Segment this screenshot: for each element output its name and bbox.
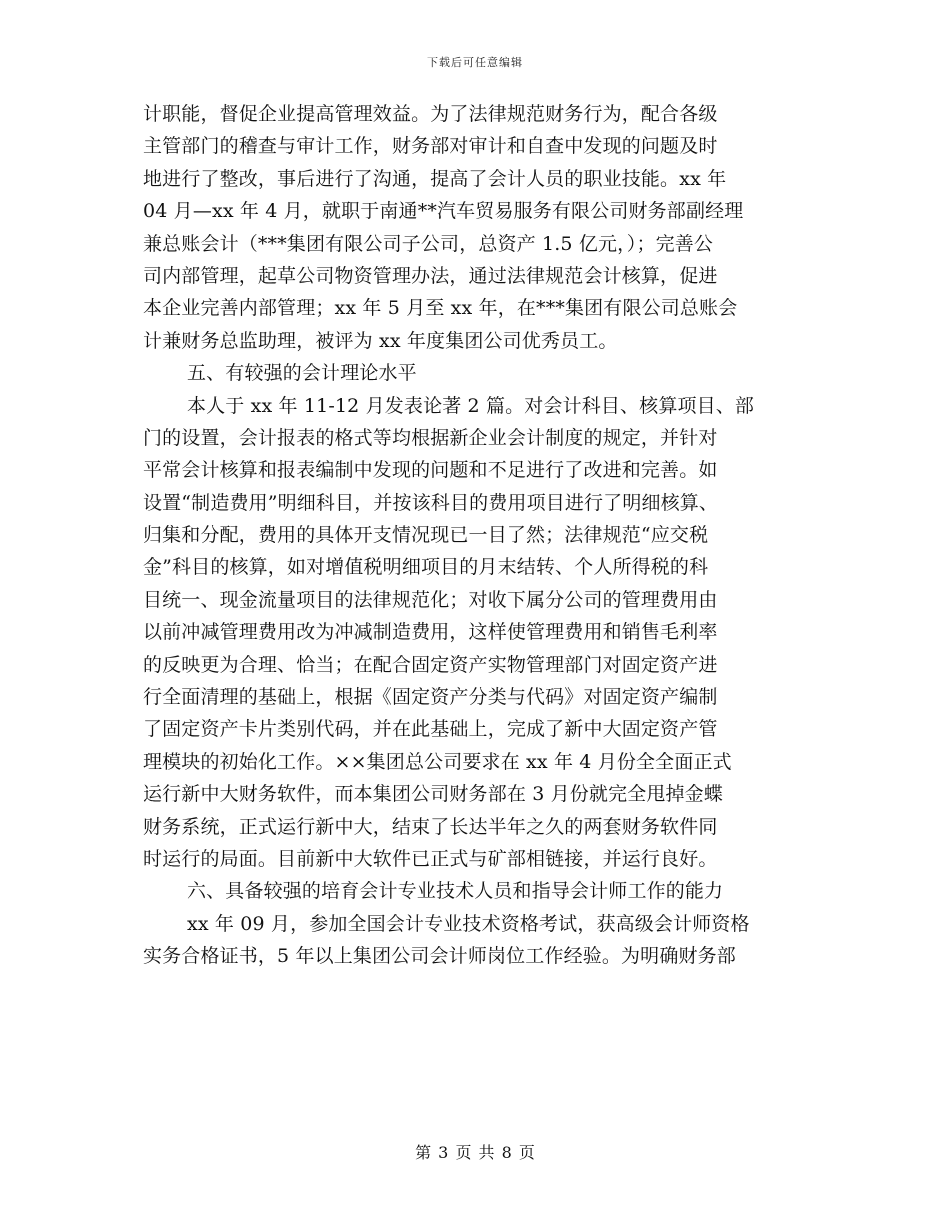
text-line: 的反映更为合理、恰当；在配合固定资产实物管理部门对固定资产进 xyxy=(143,653,718,676)
text-line: xx 年 09 月，参加全国会计专业技术资格考试，获高级会计师资格 xyxy=(187,912,750,935)
text-line: 本企业完善内部管理；xx 年 5 月至 xx 年，在***集团有限公司总账会 xyxy=(143,297,738,320)
text-line: 门的设置，会计报表的格式等均根据新企业会计制度的规定，并针对 xyxy=(143,426,718,449)
text-line: 本人于 xx 年 11-12 月发表论著 2 篇。对会计科目、核算项目、部 xyxy=(187,394,755,417)
text-line: 六、具备较强的培育会计专业技术人员和指导会计师工作的能力 xyxy=(187,880,724,903)
text-line: 兼总账会计（***集团有限公司子公司，总资产 1.5 亿元，）；完善公 xyxy=(143,232,714,255)
text-line: 五、有较强的会计理论水平 xyxy=(187,362,417,385)
text-line: 以前冲减管理费用改为冲减制造费用，这样使管理费用和销售毛利率 xyxy=(143,621,718,644)
text-line: 财务系统，正式运行新中大，结束了长达半年之久的两套财务软件同 xyxy=(143,815,718,838)
text-line: 设置“制造费用”明细科目，并按该科目的费用项目进行了明细核算、 xyxy=(143,491,719,514)
page-header: 下载后可任意编辑 xyxy=(427,56,523,69)
text-line: 目统一、现金流量项目的法律规范化；对收下属分公司的管理费用由 xyxy=(143,588,718,611)
text-line: 了固定资产卡片类别代码，并在此基础上，完成了新中大固定资产管 xyxy=(143,718,718,741)
text-line: 实务合格证书，5 年以上集团公司会计师岗位工作经验。为明确财务部 xyxy=(143,945,736,968)
text-line: 归集和分配，费用的具体开支情况现已一目了然；法律规范“应交税 xyxy=(143,524,709,547)
text-line: 主管部门的稽查与审计工作，财务部对审计和自查中发现的问题及时 xyxy=(143,135,718,158)
text-line: 计兼财务总监助理，被评为 xx 年度集团公司优秀员工。 xyxy=(143,329,618,352)
page-footer: 第 3 页 共 8 页 xyxy=(415,1143,535,1162)
text-line: 地进行了整改，事后进行了沟通，提高了会计人员的职业技能。xx 年 xyxy=(143,167,727,190)
text-line: 理模块的初始化工作。××集团总公司要求在 xx 年 4 月份全全面正式 xyxy=(143,750,732,773)
text-line: 金”科目的核算，如对增值税明细项目的月末结转、个人所得税的科 xyxy=(143,556,709,579)
text-line: 时运行的局面。目前新中大软件已正式与矿部相链接，并运行良好。 xyxy=(143,847,718,870)
text-line: 计职能，督促企业提高管理效益。为了法律规范财务行为，配合各级 xyxy=(143,103,718,125)
text-line: 司内部管理，起草公司物资管理办法，通过法律规范会计核算，促进 xyxy=(143,264,718,287)
text-line: 运行新中大财务软件，而本集团公司财务部在 3 月份就完全甩掉金蝶 xyxy=(143,783,723,806)
text-line: 平常会计核算和报表编制中发现的问题和不足进行了改进和完善。如 xyxy=(143,459,718,482)
text-line: 04 月—xx 年 4 月，就职于南通**汽车贸易服务有限公司财务部副经理 xyxy=(143,200,744,223)
document-body xyxy=(143,98,808,973)
text-line: 行全面清理的基础上，根据《固定资产分类与代码》对固定资产编制 xyxy=(143,686,718,709)
